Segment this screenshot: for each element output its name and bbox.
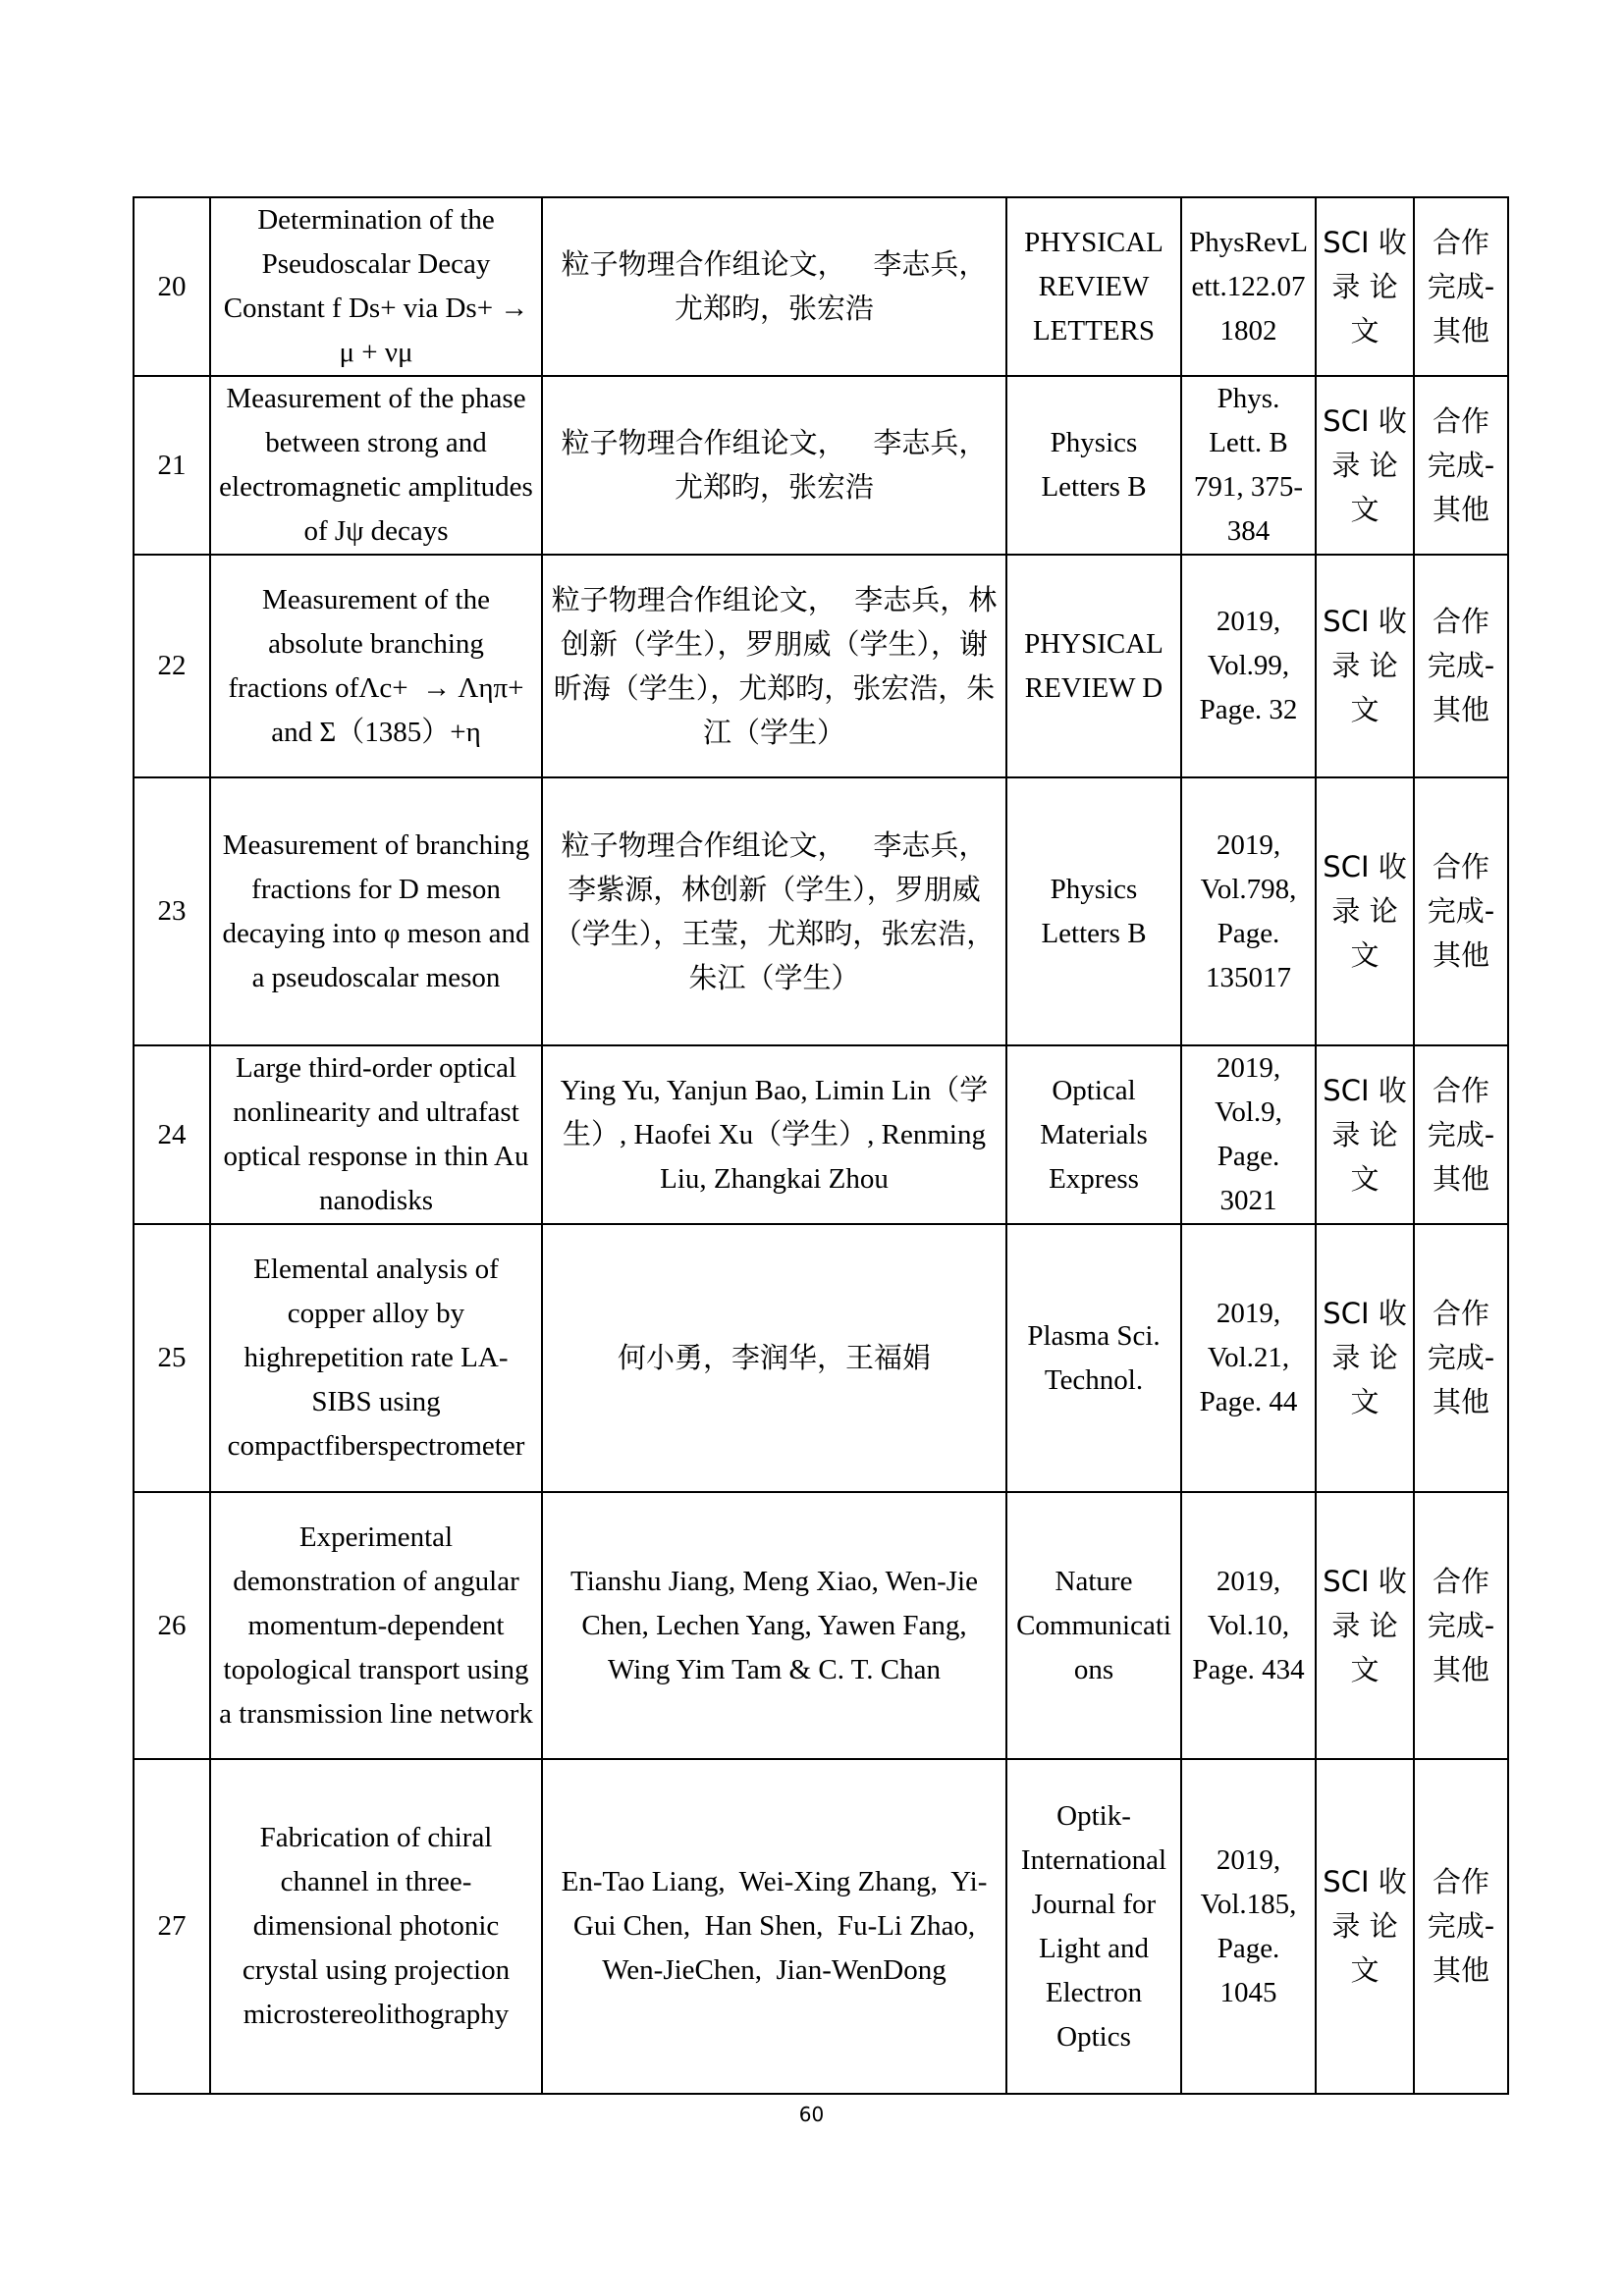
authors-text: 粒子物理合作组论文， 李志兵，李紫源，林创新（学生），罗朋威（学生），王莹，尤郑昀，张宏浩，朱江（学生） <box>553 828 996 994</box>
authors-cell <box>542 1224 1006 1492</box>
completion-type-text: 合作完成-其他 <box>1427 605 1495 726</box>
paper-title-text: Determination of the Pseudoscalar Decay Constant f Ds+ via Ds+ → μ + νμ <box>223 204 536 368</box>
journal-text: Plasma Sci. Technol. <box>1027 1319 1167 1396</box>
completion-type-cell <box>1414 555 1508 777</box>
table-row <box>134 1045 1508 1224</box>
index-type-text: SCI 收录 论文 <box>1323 1865 1407 1987</box>
row-number-cell <box>134 1759 210 2094</box>
volume-page-cell <box>1181 197 1316 376</box>
completion-type-text: 合作完成-其他 <box>1427 1564 1495 1686</box>
completion-type-text: 合作完成-其他 <box>1427 1297 1495 1418</box>
row-number-text: 27 <box>157 1910 187 1942</box>
completion-type-cell <box>1414 1759 1508 2094</box>
index-type-text: SCI 收录 论文 <box>1323 1564 1407 1686</box>
completion-type-cell <box>1414 1045 1508 1224</box>
index-type-text: SCI 收录 论文 <box>1323 225 1407 347</box>
authors-cell <box>542 1045 1006 1224</box>
completion-type-cell <box>1414 777 1508 1045</box>
publication-table-body <box>134 197 1508 2094</box>
row-number-cell <box>134 1224 210 1492</box>
paper-title-text: Measurement of the phase between strong and electromagnetic amplitudes of Jψ decays <box>219 383 541 547</box>
index-type-text: SCI 收录 论文 <box>1323 403 1407 526</box>
row-number-text: 25 <box>157 1342 187 1373</box>
volume-page-cell <box>1181 376 1316 555</box>
volume-page-cell <box>1181 1492 1316 1759</box>
row-number-cell <box>134 1492 210 1759</box>
volume-page-text: 2019, Vol.798, Page. 135017 <box>1200 828 1304 993</box>
row-number-cell <box>134 197 210 376</box>
row-number-text: 23 <box>157 895 187 927</box>
authors-cell <box>542 197 1006 376</box>
paper-title-text: Elemental analysis of copper alloy by highrepetition rate LA-SIBS using compactfiberspectrometer <box>227 1254 525 1462</box>
authors-text: 何小勇，李润华，王福娟 <box>617 1341 931 1374</box>
journal-cell <box>1006 1224 1181 1492</box>
journal-cell <box>1006 1045 1181 1224</box>
volume-page-text: 2019, Vol.10, Page. 434 <box>1192 1565 1305 1685</box>
authors-cell <box>542 777 1006 1045</box>
paper-title-cell <box>210 1759 542 2094</box>
authors-text: En-Tao Liang, Wei-Xing Zhang, Yi-Gui Chen, Han Shen, Fu-Li Zhao, Wen-JieChen, Jian-WenDong <box>561 1866 990 1986</box>
journal-text: Optik-International Journal for Light and Electron Optics <box>1020 1799 1174 2053</box>
table-row <box>134 777 1508 1045</box>
row-number-text: 22 <box>157 650 187 681</box>
table-row <box>134 1759 1508 2094</box>
journal-cell <box>1006 555 1181 777</box>
row-number-cell <box>134 777 210 1045</box>
authors-cell <box>542 376 1006 555</box>
index-type-text: SCI 收录 论文 <box>1323 1297 1407 1418</box>
page-number: 60 <box>798 2103 825 2126</box>
index-type-cell <box>1316 555 1414 777</box>
journal-cell <box>1006 197 1181 376</box>
index-type-text: SCI 收录 论文 <box>1323 605 1407 726</box>
journal-text: Physics Letters B <box>1041 427 1147 503</box>
volume-page-text: 2019, Vol.21, Page. 44 <box>1199 1298 1298 1417</box>
volume-page-text: Phys. Lett. B 791, 375-384 <box>1193 383 1304 547</box>
volume-page-text: 2019, Vol.185, Page. 1045 <box>1200 1843 1304 2008</box>
index-type-cell <box>1316 197 1414 376</box>
table-row <box>134 376 1508 555</box>
row-number-text: 20 <box>157 270 187 302</box>
journal-text: Nature Communications <box>1016 1565 1171 1685</box>
journal-text: Physics Letters B <box>1041 873 1147 949</box>
volume-page-text: 2019, Vol.99, Page. 32 <box>1199 606 1298 725</box>
paper-title-text: Fabrication of chiral channel in three-dimensional photonic crystal using projection microstereolithography <box>242 1822 517 2030</box>
row-number-cell <box>134 1045 210 1224</box>
authors-text: Ying Yu, Yanjun Bao, Limin Lin（学生）, Haofei Xu（学生）, Renming Liu, Zhangkai Zhou <box>560 1074 994 1195</box>
table-row <box>134 555 1508 777</box>
volume-page-cell <box>1181 555 1316 777</box>
paper-title-cell <box>210 1224 542 1492</box>
completion-type-text: 合作完成-其他 <box>1427 1073 1495 1196</box>
authors-text: 粒子物理合作组论文， 李志兵，林创新（学生），罗朋威（学生），谢昕海（学生），尤郑昀，张宏浩，朱江（学生） <box>551 582 998 749</box>
completion-type-text: 合作完成-其他 <box>1427 225 1495 347</box>
row-number-text: 26 <box>157 1609 187 1641</box>
volume-page-cell <box>1181 1224 1316 1492</box>
paper-title-text: Experimental demonstration of angular momentum-dependent topological transport using a transmission line network <box>219 1521 536 1730</box>
authors-cell <box>542 1492 1006 1759</box>
row-number-cell <box>134 555 210 777</box>
authors-text: 粒子物理合作组论文， 李志兵，尤郑昀，张宏浩 <box>561 426 988 504</box>
journal-text: Optical Materials Express <box>1040 1074 1155 1195</box>
completion-type-cell <box>1414 1492 1508 1759</box>
authors-cell <box>542 1759 1006 2094</box>
completion-type-text: 合作完成-其他 <box>1427 850 1495 972</box>
row-number-text: 24 <box>157 1118 187 1150</box>
volume-page-text: PhysRevLett.122.071802 <box>1189 226 1308 347</box>
row-number-cell <box>134 376 210 555</box>
index-type-cell <box>1316 1224 1414 1492</box>
completion-type-cell <box>1414 376 1508 555</box>
table-row <box>134 1492 1508 1759</box>
paper-title-text: Measurement of branching fractions for D meson decaying into φ meson and a pseudoscalar meson <box>222 828 537 993</box>
completion-type-cell <box>1414 197 1508 376</box>
authors-cell <box>542 555 1006 777</box>
paper-title-cell <box>210 376 542 555</box>
journal-cell <box>1006 1492 1181 1759</box>
volume-page-cell <box>1181 777 1316 1045</box>
volume-page-cell <box>1181 1045 1316 1224</box>
publication-table <box>133 196 1509 2095</box>
index-type-cell <box>1316 1759 1414 2094</box>
index-type-cell <box>1316 376 1414 555</box>
journal-cell <box>1006 1759 1181 2094</box>
table-row <box>134 197 1508 376</box>
index-type-cell <box>1316 1045 1414 1224</box>
completion-type-cell <box>1414 1224 1508 1492</box>
journal-cell <box>1006 777 1181 1045</box>
paper-title-cell <box>210 1045 542 1224</box>
index-type-cell <box>1316 1492 1414 1759</box>
paper-title-cell <box>210 1492 542 1759</box>
paper-title-text: Large third-order optical nonlinearity and ultrafast optical response in thin Au nanodisks <box>223 1052 536 1216</box>
authors-text: 粒子物理合作组论文， 李志兵，尤郑昀，张宏浩 <box>561 247 988 325</box>
paper-title-cell <box>210 197 542 376</box>
journal-text: PHYSICAL REVIEW D <box>1024 627 1171 704</box>
paper-title-cell <box>210 555 542 777</box>
completion-type-text: 合作完成-其他 <box>1427 1865 1495 1987</box>
paper-title-text: Measurement of the absolute branching fractions ofΛc+ → Ληπ+ and Σ（1385）+η <box>228 583 531 748</box>
index-type-cell <box>1316 777 1414 1045</box>
index-type-text: SCI 收录 论文 <box>1323 1073 1407 1196</box>
index-type-text: SCI 收录 论文 <box>1323 850 1407 972</box>
journal-text: PHYSICAL REVIEW LETTERS <box>1024 226 1171 347</box>
volume-page-text: 2019, Vol.9, Page. 3021 <box>1215 1052 1290 1216</box>
row-number-text: 21 <box>157 449 187 481</box>
paper-title-cell <box>210 777 542 1045</box>
volume-page-cell <box>1181 1759 1316 2094</box>
journal-cell <box>1006 376 1181 555</box>
table-row <box>134 1224 1508 1492</box>
completion-type-text: 合作完成-其他 <box>1427 403 1495 526</box>
authors-text: Tianshu Jiang, Meng Xiao, Wen-Jie Chen, Lechen Yang, Yawen Fang, Wing Yim Tam & C. T. Chan <box>570 1565 986 1685</box>
